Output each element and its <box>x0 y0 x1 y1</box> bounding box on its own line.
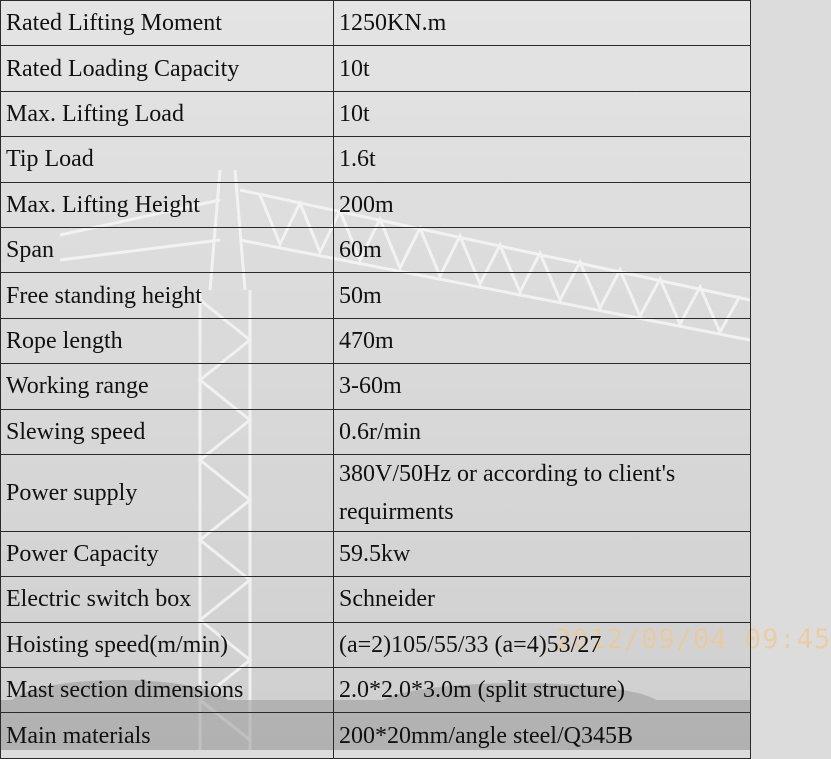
spec-label: Max. Lifting Load <box>1 91 334 136</box>
spec-value: 1.6t <box>334 137 751 182</box>
spec-value: 2.0*2.0*3.0m (split structure) <box>334 668 751 713</box>
spec-label: Electric switch box <box>1 577 334 622</box>
table-row <box>1 454 751 531</box>
spec-value: 59.5kw <box>334 531 751 576</box>
table-row <box>1 364 751 409</box>
spec-label: Rope length <box>1 318 334 363</box>
spec-value: 10t <box>334 91 751 136</box>
spec-label: Tip Load <box>1 137 334 182</box>
table-row <box>1 137 751 182</box>
table-row <box>1 318 751 363</box>
table-row <box>1 46 751 91</box>
spec-value: 200*20mm/angle steel/Q345B <box>334 713 751 758</box>
spec-value: 3-60m <box>334 364 751 409</box>
table-row <box>1 273 751 318</box>
table-row <box>1 531 751 576</box>
spec-label: Max. Lifting Height <box>1 182 334 227</box>
spec-label: Rated Lifting Moment <box>1 1 334 46</box>
table-row <box>1 713 751 758</box>
spec-value: 50m <box>334 273 751 318</box>
table-row <box>1 1 751 46</box>
spec-label: Main materials <box>1 713 334 758</box>
table-row <box>1 577 751 622</box>
spec-value: 10t <box>334 46 751 91</box>
spec-value: 200m <box>334 182 751 227</box>
spec-value: 60m <box>334 227 751 272</box>
spec-value: 380V/50Hz or according to client's requirments <box>334 454 751 531</box>
spec-value: Schneider <box>334 577 751 622</box>
spec-value: 1250KN.m <box>334 1 751 46</box>
table-row <box>1 622 751 667</box>
photo-timestamp: 2012/09/04 09:45 <box>555 624 831 655</box>
spec-value: 0.6r/min <box>334 409 751 454</box>
table-row <box>1 227 751 272</box>
spec-value: (a=2)105/55/33 (a=4)53/27 <box>334 622 751 667</box>
spec-label: Rated Loading Capacity <box>1 46 334 91</box>
table-row <box>1 91 751 136</box>
spec-label: Span <box>1 227 334 272</box>
spec-label: Working range <box>1 364 334 409</box>
spec-label: Power supply <box>1 454 334 531</box>
spec-label: Power Capacity <box>1 531 334 576</box>
spec-label: Mast section dimensions <box>1 668 334 713</box>
spec-value: 470m <box>334 318 751 363</box>
table-row <box>1 409 751 454</box>
table-row <box>1 668 751 713</box>
spec-label: Free standing height <box>1 273 334 318</box>
spec-label: Hoisting speed(m/min) <box>1 622 334 667</box>
spec-label: Slewing speed <box>1 409 334 454</box>
table-row <box>1 182 751 227</box>
